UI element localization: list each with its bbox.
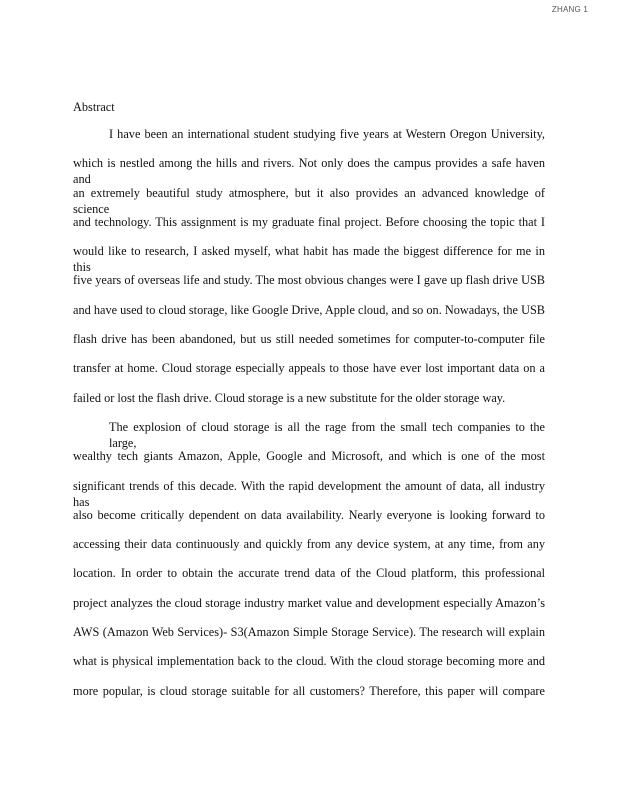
text-line: project analyzes the cloud storage industry market value and development especially Amazon’s (73, 595, 545, 610)
text-line: what is physical implementation back to the cloud. With the cloud storage becoming more and (73, 654, 545, 669)
text-line: accessing their data continuously and quickly from any device system, at any time, from any (73, 537, 545, 552)
text-line: which is nestled among the hills and rivers. Not only does the campus provides a safe haven and (73, 156, 545, 187)
text-line: I have been an international student studying five years at Western Oregon University, (109, 127, 545, 141)
text-line: more popular, is cloud storage suitable for all customers? Therefore, this paper will compare (73, 683, 545, 698)
section-heading-abstract: Abstract (73, 100, 115, 114)
running-head: ZHANG 1 (551, 5, 588, 14)
paragraph-2 (73, 419, 545, 712)
paragraph-1 (73, 126, 545, 419)
text-line: and technology. This assignment is my graduate final project. Before choosing the topic that I (73, 214, 545, 229)
text-line: transfer at home. Cloud storage especially appeals to those have ever lost important data on a (73, 361, 545, 376)
text-line: The explosion of cloud storage is all the rage from the small tech companies to the large, (109, 419, 545, 450)
text-line: significant trends of this decade. With the rapid development the amount of data, all industry has (73, 478, 545, 509)
text-line: location. In order to obtain the accurate trend data of the Cloud platform, this professional (73, 566, 545, 581)
text-line: and have used to cloud storage, like Google Drive, Apple cloud, and so on. Nowadays, the USB (73, 302, 545, 317)
text-line: also become critically dependent on data availability. Nearly everyone is looking forward to (73, 507, 545, 522)
text-line: five years of overseas life and study. The most obvious changes were I gave up flash drive USB (73, 273, 545, 288)
text-line: flash drive has been abandoned, but us still needed sometimes for computer-to-computer file (73, 332, 545, 347)
text-line: failed or lost the flash drive. Cloud storage is a new substitute for the older storage way. (73, 390, 506, 405)
abstract-body (73, 126, 545, 712)
text-line: wealthy tech giants Amazon, Apple, Google and Microsoft, and which is one of the most (73, 449, 545, 464)
text-line: an extremely beautiful study atmosphere, but it also provides an advanced knowledge of science (73, 185, 545, 216)
text-line: AWS (Amazon Web Services)- S3(Amazon Simple Storage Service). The research will explain (73, 625, 545, 640)
text-line: would like to research, I asked myself, what habit has made the biggest difference for me in this (73, 244, 545, 275)
